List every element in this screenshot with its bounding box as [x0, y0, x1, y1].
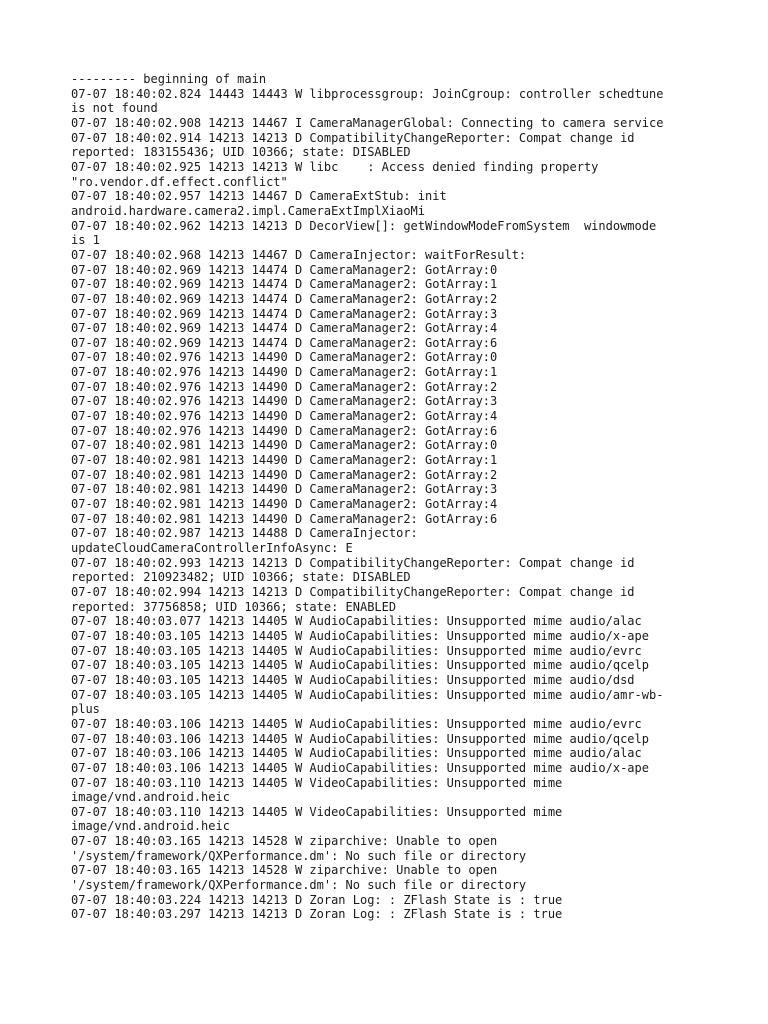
- log-line: 07-07 18:40:02.969 14213 14474 D CameraManager2: GotArray:2: [71, 291, 498, 306]
- log-line: 07-07 18:40:02.969 14213 14474 D CameraManager2: GotArray:0: [71, 262, 498, 277]
- log-line: 07-07 18:40:02.993 14213 14213 D CompatibilityChangeReporter: Compat change id: [71, 555, 635, 570]
- log-line: 07-07 18:40:03.165 14213 14528 W ziparchive: Unable to open: [71, 834, 498, 849]
- log-line: 07-07 18:40:02.957 14213 14467 D CameraExtStub: init: [71, 189, 447, 204]
- log-output: [71, 72, 701, 922]
- log-line: 07-07 18:40:03.110 14213 14405 W VideoCapabilities: Unsupported mime: [71, 804, 563, 819]
- log-line: 07-07 18:40:02.981 14213 14490 D CameraManager2: GotArray:3: [71, 482, 498, 497]
- log-line: updateCloudCameraControllerInfoAsync: E: [71, 541, 353, 555]
- log-line: 07-07 18:40:03.165 14213 14528 W ziparchive: Unable to open: [71, 863, 498, 878]
- log-line: 07-07 18:40:02.976 14213 14490 D CameraManager2: GotArray:3: [71, 394, 498, 409]
- log-line: 07-07 18:40:02.976 14213 14490 D CameraManager2: GotArray:0: [71, 350, 498, 365]
- log-line: 07-07 18:40:02.976 14213 14490 D CameraManager2: GotArray:4: [71, 409, 498, 424]
- log-line: 07-07 18:40:03.105 14213 14405 W AudioCapabilities: Unsupported mime audio/amr-wb-: [71, 687, 664, 702]
- log-line: image/vnd.android.heic: [71, 790, 230, 805]
- log-line: reported: 210923482; UID 10366; state: DISABLED: [71, 570, 411, 585]
- log-line: is 1: [71, 233, 100, 248]
- log-line: 07-07 18:40:02.969 14213 14474 D CameraManager2: GotArray:1: [71, 277, 498, 292]
- log-line: 07-07 18:40:02.981 14213 14490 D CameraManager2: GotArray:0: [71, 438, 498, 453]
- log-line: plus: [71, 702, 100, 717]
- log-line: 07-07 18:40:02.962 14213 14213 D DecorView[]: getWindowModeFromSystem windowmode: [71, 218, 657, 233]
- log-line: 07-07 18:40:02.914 14213 14213 D CompatibilityChangeReporter: Compat change id: [71, 130, 635, 145]
- log-line: 07-07 18:40:02.976 14213 14490 D CameraManager2: GotArray:1: [71, 365, 498, 380]
- log-line: 07-07 18:40:03.105 14213 14405 W AudioCapabilities: Unsupported mime audio/qcelp: [71, 658, 649, 673]
- log-line: 07-07 18:40:02.981 14213 14490 D CameraManager2: GotArray:6: [71, 511, 498, 526]
- log-line: 07-07 18:40:02.925 14213 14213 W libc : Access denied finding property: [71, 159, 599, 174]
- log-line: 07-07 18:40:02.968 14213 14467 D CameraInjector: waitForResult:: [71, 247, 527, 262]
- log-line: --------- beginning of main: [71, 72, 267, 86]
- log-line: 07-07 18:40:03.297 14213 14213 D Zoran Log: : ZFlash State is : true: [71, 907, 563, 922]
- log-line: 07-07 18:40:03.105 14213 14405 W AudioCapabilities: Unsupported mime audio/x-ape: [71, 628, 649, 643]
- log-line: 07-07 18:40:03.106 14213 14405 W AudioCapabilities: Unsupported mime audio/qcelp: [71, 731, 649, 746]
- log-line: 07-07 18:40:03.106 14213 14405 W AudioCapabilities: Unsupported mime audio/x-ape: [71, 760, 649, 775]
- log-line: 07-07 18:40:02.976 14213 14490 D CameraManager2: GotArray:6: [71, 423, 498, 438]
- log-line: 07-07 18:40:02.908 14213 14467 I CameraManagerGlobal: Connecting to camera service: [71, 115, 664, 130]
- log-line: 07-07 18:40:02.824 14443 14443 W libprocessgroup: JoinCgroup: controller schedtune: [71, 86, 664, 101]
- log-line: 07-07 18:40:03.106 14213 14405 W AudioCapabilities: Unsupported mime audio/alac: [71, 746, 642, 761]
- log-line: 07-07 18:40:03.077 14213 14405 W AudioCapabilities: Unsupported mime audio/alac: [71, 614, 642, 629]
- log-line: 07-07 18:40:02.981 14213 14490 D CameraManager2: GotArray:2: [71, 467, 498, 482]
- log-line: is not found: [71, 101, 158, 116]
- log-line: 07-07 18:40:02.987 14213 14488 D CameraInjector:: [71, 526, 418, 541]
- log-line: 07-07 18:40:03.106 14213 14405 W AudioCapabilities: Unsupported mime audio/evrc: [71, 716, 642, 731]
- log-line: 07-07 18:40:02.981 14213 14490 D CameraManager2: GotArray:1: [71, 453, 498, 468]
- log-line: 07-07 18:40:03.224 14213 14213 D Zoran Log: : ZFlash State is : true: [71, 892, 563, 907]
- log-line: 07-07 18:40:03.110 14213 14405 W VideoCapabilities: Unsupported mime: [71, 775, 563, 790]
- log-line: 07-07 18:40:02.969 14213 14474 D CameraManager2: GotArray:6: [71, 335, 498, 350]
- log-line: '/system/framework/QXPerformance.dm': No such file or directory: [71, 848, 527, 863]
- log-line: 07-07 18:40:02.969 14213 14474 D CameraManager2: GotArray:4: [71, 321, 498, 336]
- log-line: 07-07 18:40:03.105 14213 14405 W AudioCapabilities: Unsupported mime audio/evrc: [71, 643, 642, 658]
- log-line: 07-07 18:40:02.994 14213 14213 D CompatibilityChangeReporter: Compat change id: [71, 584, 635, 599]
- log-line: "ro.vendor.df.effect.conflict": [71, 174, 288, 189]
- log-line: image/vnd.android.heic: [71, 819, 230, 834]
- log-line: 07-07 18:40:03.105 14213 14405 W AudioCapabilities: Unsupported mime audio/dsd: [71, 672, 635, 687]
- log-line: 07-07 18:40:02.976 14213 14490 D CameraManager2: GotArray:2: [71, 379, 498, 394]
- log-line: '/system/framework/QXPerformance.dm': No such file or directory: [71, 878, 527, 893]
- log-line: android.hardware.camera2.impl.CameraExtImplXiaoMi: [71, 203, 426, 218]
- log-line: reported: 183155436; UID 10366; state: DISABLED: [71, 145, 411, 160]
- log-line: 07-07 18:40:02.969 14213 14474 D CameraManager2: GotArray:3: [71, 306, 498, 321]
- log-line: reported: 37756858; UID 10366; state: ENABLED: [71, 599, 397, 614]
- log-line: 07-07 18:40:02.981 14213 14490 D CameraManager2: GotArray:4: [71, 497, 498, 512]
